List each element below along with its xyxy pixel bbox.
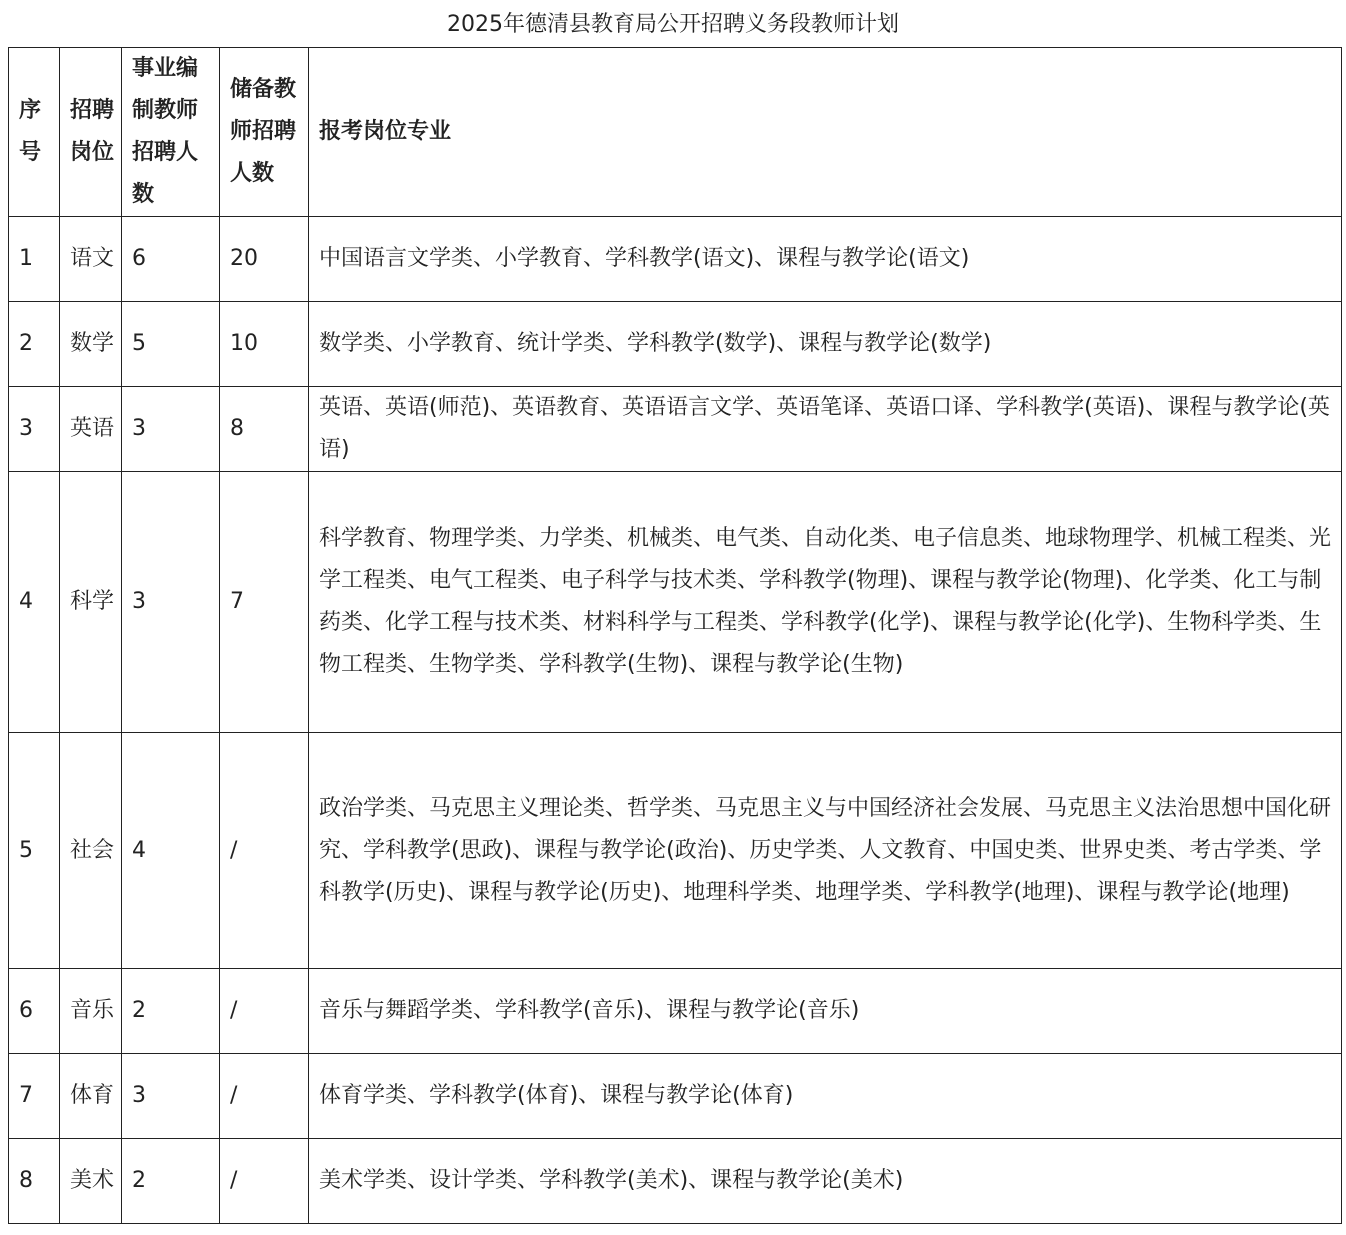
cell-position: 社会 (60, 733, 122, 969)
header-majors: 报考岗位专业 (309, 48, 1342, 217)
cell-position: 语文 (60, 217, 122, 302)
cell-majors: 政治学类、马克思主义理论类、哲学类、马克思主义与中国经济社会发展、马克思主义法治思想中国化研究、学科教学(思政)、课程与教学论(政治)、历史学类、人文教育、中国史类、世界史类、考古学类、学科教学(历史)、课程与教学论(历史)、地理科学类、地理学类、学科教学(地理)、课程与教学论(地理) (309, 733, 1342, 969)
header-staff-count: 事业编制教师招聘人数 (122, 48, 220, 217)
cell-index: 4 (9, 472, 60, 733)
cell-reserve-count: 8 (220, 387, 309, 472)
table-row (9, 302, 1342, 387)
cell-staff-count: 3 (122, 472, 220, 733)
table-row (9, 1139, 1342, 1224)
cell-staff-count: 3 (122, 1054, 220, 1139)
cell-majors: 英语、英语(师范)、英语教育、英语语言文学、英语笔译、英语口译、学科教学(英语)、课程与教学论(英语) (309, 387, 1342, 472)
cell-reserve-count: / (220, 969, 309, 1054)
cell-index: 1 (9, 217, 60, 302)
cell-position: 体育 (60, 1054, 122, 1139)
cell-majors: 数学类、小学教育、统计学类、学科教学(数学)、课程与教学论(数学) (309, 302, 1342, 387)
cell-index: 8 (9, 1139, 60, 1224)
table-row (9, 1054, 1342, 1139)
cell-index: 2 (9, 302, 60, 387)
cell-index: 3 (9, 387, 60, 472)
cell-staff-count: 3 (122, 387, 220, 472)
cell-majors: 美术学类、设计学类、学科教学(美术)、课程与教学论(美术) (309, 1139, 1342, 1224)
page-title: 2025年德清县教育局公开招聘义务段教师计划 (447, 12, 899, 37)
header-reserve-count: 储备教师招聘人数 (220, 48, 309, 217)
cell-majors: 中国语言文学类、小学教育、学科教学(语文)、课程与教学论(语文) (309, 217, 1342, 302)
cell-staff-count: 2 (122, 969, 220, 1054)
cell-majors: 科学教育、物理学类、力学类、机械类、电气类、自动化类、电子信息类、地球物理学、机械工程类、光学工程类、电气工程类、电子科学与技术类、学科教学(物理)、课程与教学论(物理)、化学类、化工与制药类、化学工程与技术类、材料科学与工程类、学科教学(化学)、课程与教学论(化学)、生物科学类、生物工程类、生物学类、学科教学(生物)、课程与教学论(生物) (309, 472, 1342, 733)
table-row (9, 217, 1342, 302)
cell-staff-count: 6 (122, 217, 220, 302)
cell-index: 6 (9, 969, 60, 1054)
cell-position: 科学 (60, 472, 122, 733)
cell-reserve-count: / (220, 733, 309, 969)
cell-position: 数学 (60, 302, 122, 387)
recruitment-plan-table (8, 47, 1342, 1224)
table-row (9, 472, 1342, 733)
header-position: 招聘岗位 (60, 48, 122, 217)
cell-position: 英语 (60, 387, 122, 472)
cell-reserve-count: 10 (220, 302, 309, 387)
cell-index: 7 (9, 1054, 60, 1139)
table-row (9, 387, 1342, 472)
cell-staff-count: 4 (122, 733, 220, 969)
cell-reserve-count: / (220, 1139, 309, 1224)
cell-reserve-count: 20 (220, 217, 309, 302)
cell-staff-count: 2 (122, 1139, 220, 1224)
cell-index: 5 (9, 733, 60, 969)
cell-reserve-count: 7 (220, 472, 309, 733)
table-header-row (9, 48, 1342, 217)
cell-reserve-count: / (220, 1054, 309, 1139)
cell-position: 美术 (60, 1139, 122, 1224)
cell-majors: 体育学类、学科教学(体育)、课程与教学论(体育) (309, 1054, 1342, 1139)
table-row (9, 969, 1342, 1054)
table-row (9, 733, 1342, 969)
cell-majors: 音乐与舞蹈学类、学科教学(音乐)、课程与教学论(音乐) (309, 969, 1342, 1054)
header-index: 序号 (9, 48, 60, 217)
cell-position: 音乐 (60, 969, 122, 1054)
cell-staff-count: 5 (122, 302, 220, 387)
